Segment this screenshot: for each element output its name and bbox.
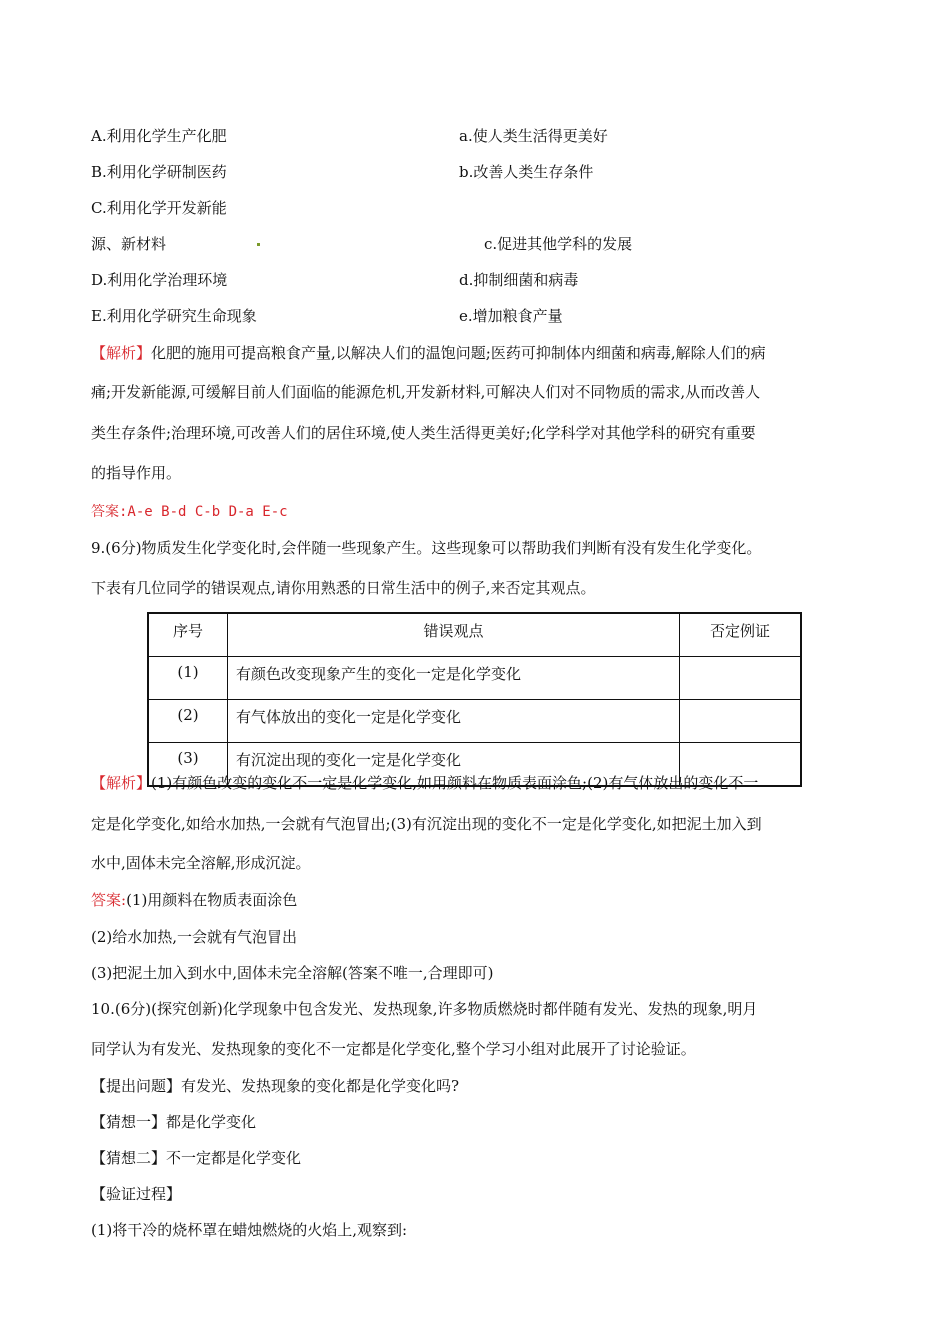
q10-item-verification: 【验证过程】 [91, 1185, 182, 1203]
match-right-b: b.改善人类生存条件 [459, 163, 594, 181]
match-left-d: D.利用化学治理环境 [91, 271, 228, 289]
table-header: 错误观点 [228, 613, 680, 657]
q9-stem-line-2: 下表有几位同学的错误观点,请你用熟悉的日常生活中的例子,来否定其观点。 [91, 579, 596, 597]
table-cell: (1) [148, 657, 228, 700]
q9-answer-line-3: (3)把泥土加入到水中,固体未完全溶解(答案不唯一,合理即可) [91, 964, 494, 982]
match-left-c2: 源、新材料 [91, 235, 167, 253]
match-right-a: a.使人类生活得更美好 [459, 127, 608, 145]
analysis-tag: 【解析】 [91, 344, 152, 362]
table-cell: (2) [148, 700, 228, 743]
q10-item-hypothesis-2: 【猜想二】不一定都是化学变化 [91, 1149, 302, 1167]
match-left-c1: C.利用化学开发新能 [91, 199, 227, 217]
q8-analysis-line-3: 类生存条件;治理环境,可改善人们的居住环境,使人类生活得更美好;化学科学对其他学科的研究有重要 [91, 424, 756, 442]
q9-answer-line-1: 答案:(1)用颜料在物质表面涂色 [91, 891, 298, 909]
q10-item-hypothesis-1: 【猜想一】都是化学变化 [91, 1113, 257, 1131]
match-left-b: B.利用化学研制医药 [91, 163, 227, 181]
analysis-tag: 【解析】 [91, 774, 152, 792]
answer-label: 答案: [91, 891, 127, 909]
opinion-table [147, 612, 802, 787]
match-right-c: c.促进其他学科的发展 [484, 235, 633, 253]
table-cell [680, 657, 802, 700]
table-header: 否定例证 [680, 613, 802, 657]
table-header: 序号 [148, 613, 228, 657]
match-right-e: e.增加粮食产量 [459, 307, 563, 325]
q9-analysis-line-1: 【解析】(1)有颜色改变的变化不一定是化学变化,如用颜料在物质表面涂色;(2)有气体放出的变化不一 [91, 774, 759, 792]
q10-stem-line-1: 10.(6分)(探究创新)化学现象中包含发光、发热现象,许多物质燃烧时都伴随有发光、发热的现象,明月 [91, 1000, 758, 1018]
q8-analysis-line-4: 的指导作用。 [91, 464, 182, 482]
q8-analysis-line-2: 痛;开发新能源,可缓解目前人们面临的能源危机,开发新材料,可解决人们对不同物质的需求,从而改善人 [91, 383, 761, 401]
match-left-a: A.利用化学生产化肥 [91, 127, 227, 145]
table-row [148, 657, 801, 700]
table-cell: 有沉淀出现的变化一定是化学变化 [228, 743, 680, 787]
table-cell: 有气体放出的变化一定是化学变化 [228, 700, 680, 743]
table-cell: (3) [148, 743, 228, 787]
table-cell: 有颜色改变现象产生的变化一定是化学变化 [228, 657, 680, 700]
q9-answer-line-2: (2)给水加热,一会就有气泡冒出 [91, 928, 298, 946]
speck-mark [257, 241, 260, 246]
q10-item-question: 【提出问题】有发光、发热现象的变化都是化学变化吗? [91, 1077, 460, 1095]
table-cell [680, 700, 802, 743]
table-header-row [148, 613, 801, 657]
q10-stem-line-2: 同学认为有发光、发热现象的变化不一定都是化学变化,整个学习小组对此展开了讨论验证。 [91, 1040, 696, 1058]
q10-item-step-1: (1)将干冷的烧杯罩在蜡烛燃烧的火焰上,观察到: [91, 1221, 408, 1239]
q9-stem-line-1: 9.(6分)物质发生化学变化时,会伴随一些现象产生。这些现象可以帮助我们判断有没有发生化学变化。 [91, 539, 762, 557]
q8-answer: 答案:A-e B-d C-b D-a E-c [91, 504, 288, 520]
q9-analysis-line-3: 水中,固体未完全溶解,形成沉淀。 [91, 854, 311, 872]
table-row [148, 700, 801, 743]
match-left-e: E.利用化学研究生命现象 [91, 307, 257, 325]
q8-analysis-line-1: 【解析】化肥的施用可提高粮食产量,以解决人们的温饱问题;医药可抑制体内细菌和病毒,解除人们的病 [91, 344, 766, 362]
match-right-d: d.抑制细菌和病毒 [459, 271, 579, 289]
q9-analysis-line-2: 定是化学变化,如给水加热,一会就有气泡冒出;(3)有沉淀出现的变化不一定是化学变化,如把泥土加入到 [91, 815, 762, 833]
